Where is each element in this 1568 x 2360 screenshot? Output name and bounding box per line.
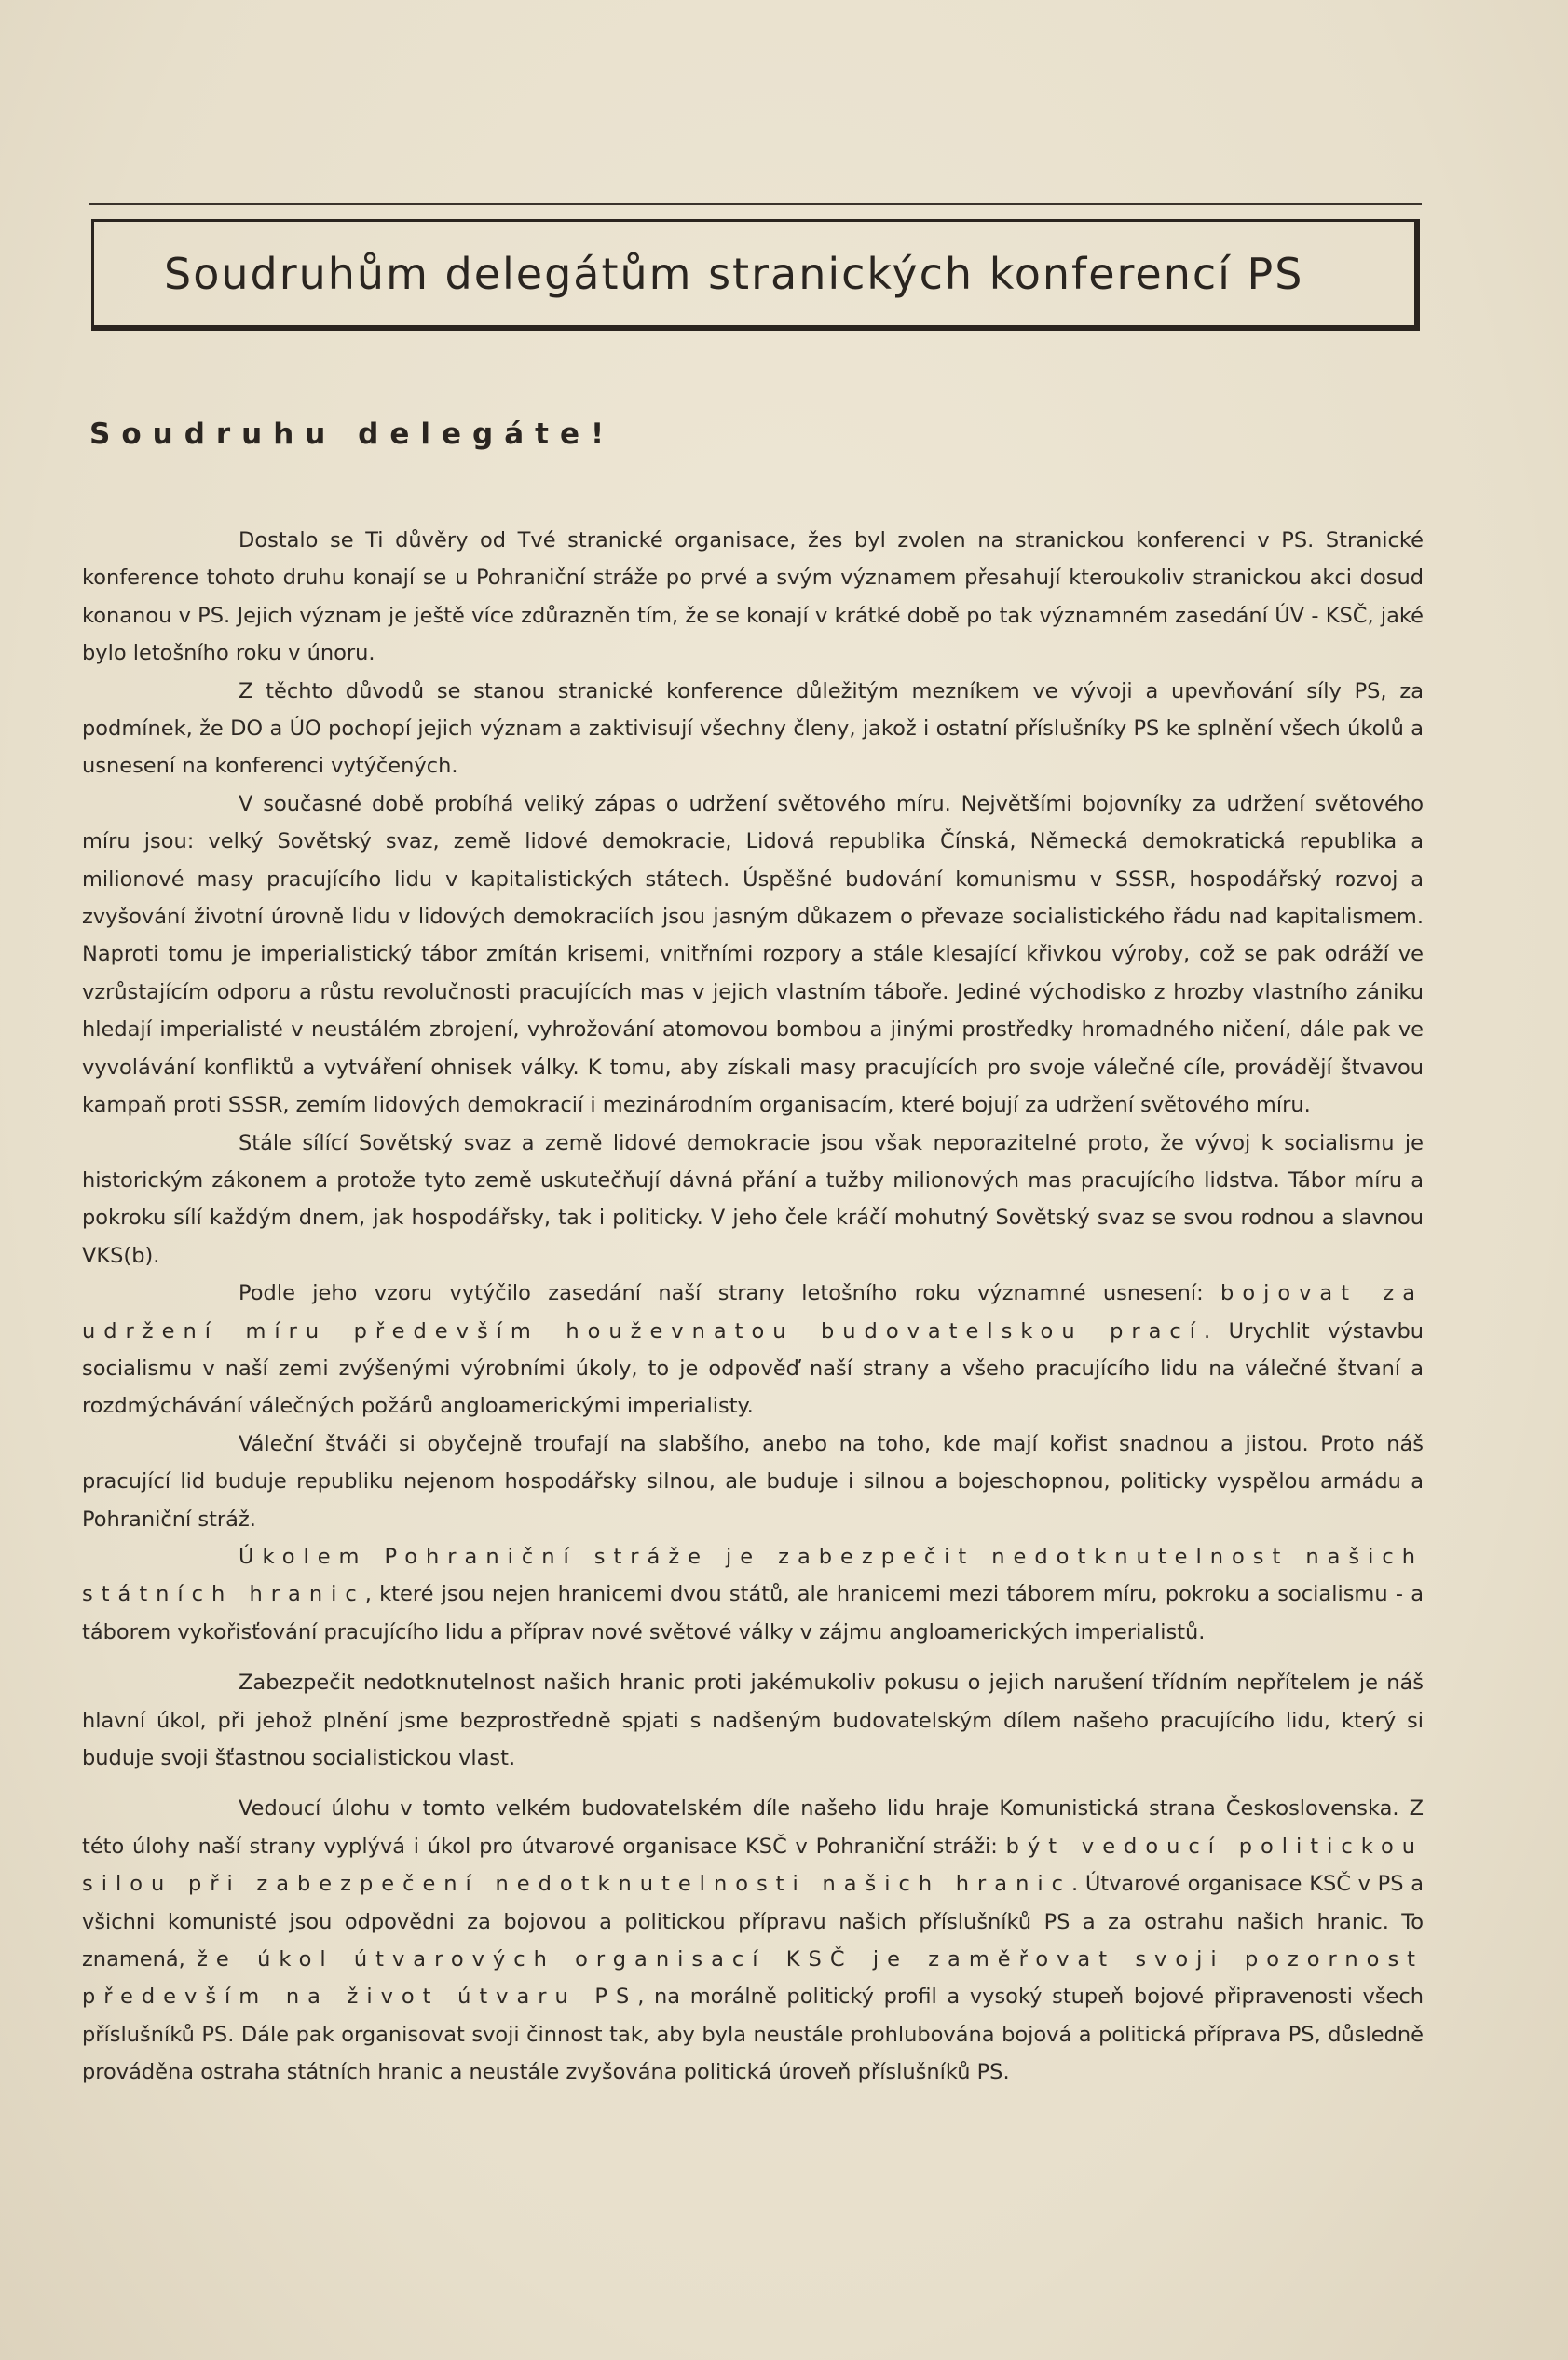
salutation: Soudruhu delegáte! <box>89 417 616 451</box>
paragraph-9-spaced: být vedoucí politickou silou při zabezpečení nedotknutelnosti našich hranic <box>82 1834 1424 1897</box>
paragraph-8: Zabezpečit nedotknutelnost našich hranic proti jakémukoliv pokusu o jejich narušení třídním nepřítelem je náš hlavní úkol, při jehož plnění jsme bezprostředně spjati s nadšeným budovatelským dílem našeho pracujícího lidu, který si buduje svoji šťastnou socialistickou vlast. <box>82 1671 1424 1770</box>
paragraph-5-pre: Podle jeho vzoru vytýčilo zasedání naší strany letošního roku významné usnesení: <box>239 1281 1221 1306</box>
paragraph-3: V současné době probíhá veliký zápas o udržení světového míru. Největšími bojovníky za udržení světového míru jsou: velký Sovětský svaz, země lidové demokracie, Lidová republika Čínská, Německá demokratická republika a milionové masy pracujícího lidu v kapitalistických státech. Úspěšné budování komunismu v SSSR, hospodářský rozvoj a zvyšování životní úrovně lidu v lidových demokraciích jsou jasným důkazem o převaze socialistického řádu nad kapitalismem. Naproti tomu je imperialistický tábor zmítán krisemi, vnitřními rozpory a stále klesající křivkou výroby, což se pak odráží ve vzrůstajícím odporu a růstu revolučnosti pracujících mas v jejich vlastním táboře. Jediné východisko z hrozby vlastního zániku hledají imperialisté v neustálém zbrojení, vyhrožování atomovou bombou a jinými prostředky hromadného ničení, dále pak ve vyvolávání konfliktů a vytváření ohnisek války. K tomu, aby získali masy pracujících pro svoje válečné cíle, provádějí štvavou kampaň proti SSSR, zemím lidových demokracií i mezinárodním organisacím, které bojují za udržení světového míru. <box>82 791 1424 1118</box>
paragraph-7 <box>82 1538 1424 1651</box>
paragraph-9-pre: Vedoucí úlohu v tomto velkém budovatelském díle našeho lidu hraje Komunistická strana Československa. Z této úlohy naší strany vyplývá i úkol pro útvarové organisace KSČ v Pohraniční stráži: <box>82 1796 1424 1859</box>
paragraph-5 <box>82 1275 1424 1426</box>
paragraph-6: Váleční štváči si obyčejně troufají na slabšího, anebo na toho, kde mají kořist snadnou a jistou. Proto náš pracující lid buduje republiku nejenom hospodářsky silnou, ale buduje i silnou a bojeschopnou, politicky vyspělou armádu a Pohraniční stráž. <box>82 1431 1424 1532</box>
paragraph-9-mid: . Útvarové organisace KSČ v PS a všichni komunisté jsou odpovědni za bojovou a politickou přípravu našich příslušníků PS a za ostrahu našich hranic. To znamená, <box>82 1872 1424 1972</box>
paragraph-9-post: , na morálně politický profil a vysoký stupeň bojové připravenosti všech příslušníků PS. Dále pak organisovat svoji činnost tak, aby byla neustále prohlubována bojová a politická příprava PS, důsledně prováděna ostraha státních hranic a neustále zvyšována politická úroveň příslušníků PS. <box>82 1985 1424 2085</box>
document-title: Soudruhům delegátům stranických konferencí PS <box>164 248 1304 299</box>
top-rule <box>89 203 1422 205</box>
document-body <box>82 522 1424 2092</box>
paragraph-9 <box>82 1790 1424 2091</box>
paragraph-9-spaced-2: že úkol útvarových organisací KSČ je zaměřovat svoji pozornost především na život útvaru PS <box>82 1947 1424 2010</box>
paragraph-7-spaced: Úkolem Pohraniční stráže je zabezpečit nedotknutelnost našich státních hranic <box>82 1544 1424 1607</box>
paragraph-1: Dostalo se Ti důvěry od Tvé stranické organisace, žes byl zvolen na stranickou konferenci v PS. Stranické konference tohoto druhu konají se u Pohraniční stráže po prvé a svým významem přesahují kteroukoliv stranickou akci dosud konanou v PS. Jejich význam je ještě více zdůrazněn tím, že se konají v krátké době po tak významném zasedání ÚV - KSČ, jaké bylo letošního roku v únoru. <box>82 528 1424 666</box>
paragraph-5-post: . Urychlit výstavbu socialismu v naší zemi zvýšenými výrobními úkoly, to je odpověď naší strany a všeho pracujícího lidu na válečné štvaní a rozdmýchávání válečných požárů angloamerickými imperialisty. <box>82 1318 1424 1419</box>
paragraph-7-post: , které jsou nejen hranicemi dvou států, ale hranicemi mezi táborem míru, pokroku a socialismu - a táborem vykořisťování pracujícího lidu a příprav nové světové války v zájmu angloamerických imperialistů. <box>82 1582 1424 1644</box>
title-box <box>91 219 1420 331</box>
paragraph-2: Z těchto důvodů se stanou stranické konference důležitým mezníkem ve vývoji a upevňování síly PS, za podmínek, že DO a ÚO pochopí jejich význam a zaktivisují všechny členy, jakož i ostatní příslušníky PS ke splnění všech úkolů a usnesení na konferenci vytýčených. <box>82 678 1424 779</box>
paragraph-4: Stále sílící Sovětský svaz a země lidové demokracie jsou však neporazitelné proto, že vývoj k socialismu je historickým zákonem a protože tyto země uskutečňují dávná přání a tužby milionových mas pracujícího lidstva. Tábor míru a pokroku sílí každým dnem, jak hospodářsky, tak i politicky. V jeho čele kráčí mohutný Sovětský svaz se svou rodnou a slavnou VKS(b). <box>82 1130 1424 1268</box>
paragraph-5-spaced: bojovat za udržení míru především houževnatou budovatelskou prací <box>82 1281 1424 1344</box>
